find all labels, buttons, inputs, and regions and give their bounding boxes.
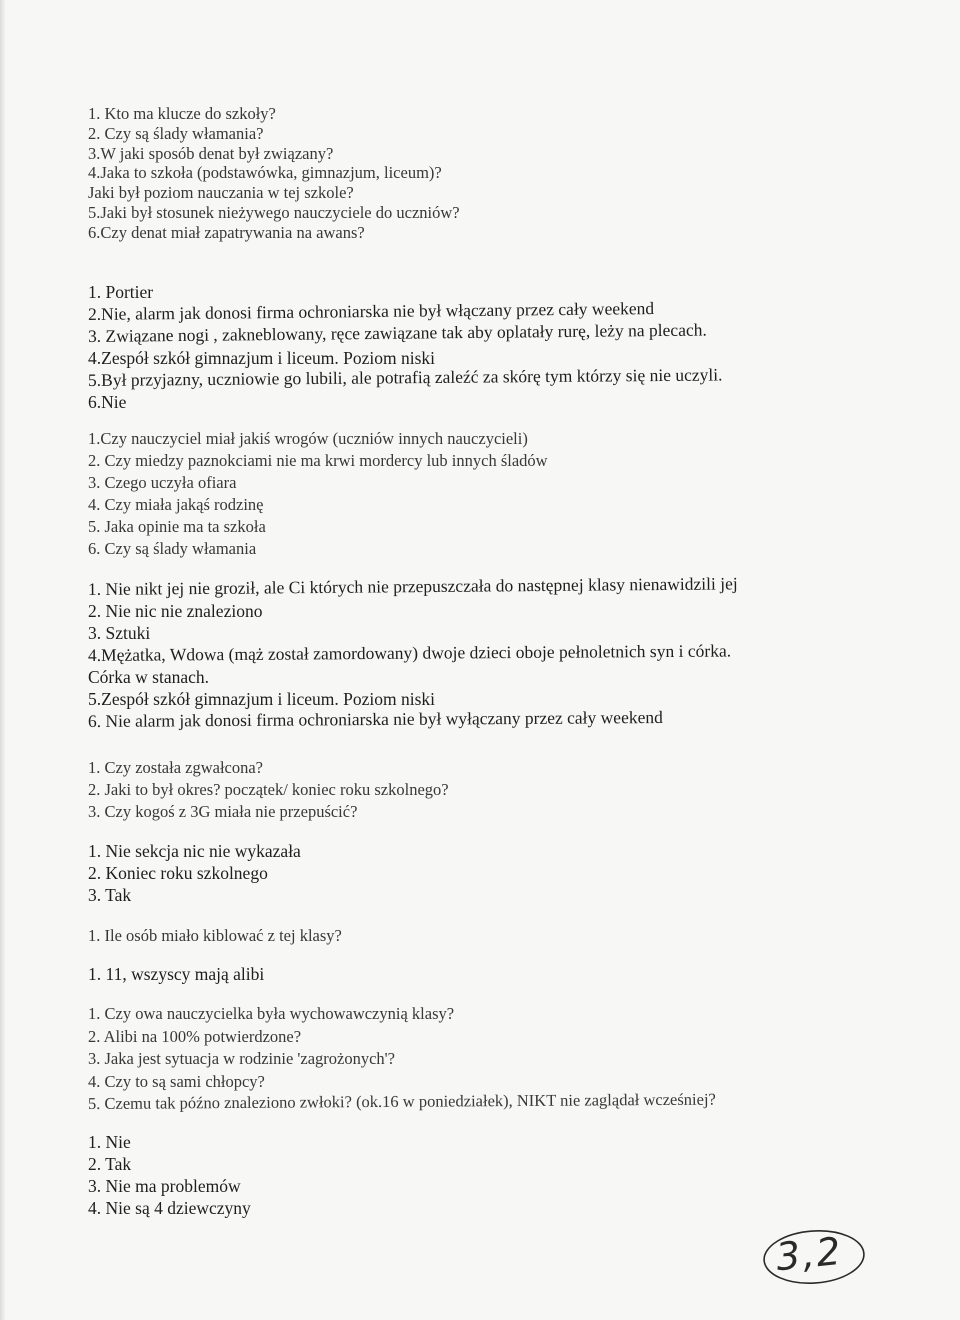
answer-line: 6. Nie alarm jak donosi firma ochroniarska nie był wyłączany przez cały weekend (87, 706, 663, 731)
question-line: 3. Czego uczyła ofiara (88, 473, 237, 492)
answer-line: 1. Nie (88, 1132, 131, 1152)
question-line: 1. Kto ma klucze do szkoły? (88, 104, 276, 123)
answer-line: 6.Nie (88, 392, 127, 412)
scan-edge-shadow (0, 0, 6, 1320)
answer-line: 1. 11, wszyscy mają alibi (88, 964, 265, 984)
question-line: 4. Czy to są sami chłopcy? (88, 1071, 265, 1091)
answer-line: 3. Tak (88, 885, 132, 905)
question-line: 2. Alibi na 100% potwierdzone? (88, 1026, 302, 1046)
section-4-answers (88, 964, 264, 985)
answer-line: 4.Zespół szkół gimnazjum i liceum. Poziom niski (88, 348, 436, 368)
answer-line: 2. Tak (88, 1154, 132, 1174)
question-line: 4.Jaka to szkoła (podstawówka, gimnazjum, liceum)? (88, 163, 442, 183)
question-line: 1. Czy została zgwałcona? (88, 758, 264, 777)
section-4-questions (88, 926, 342, 946)
question-line: 6. Czy są ślady włamania (88, 539, 257, 558)
answer-line: 4.Mężatka, Wdowa (mąż został zamordowany) dwoje dzieci oboje pełnoletnich syn i córka. (87, 640, 732, 665)
answer-line: 5.Zespół szkół gimnazjum i liceum. Poziom niski (88, 689, 436, 709)
section-5-answers (88, 1131, 251, 1219)
section-1-answers (88, 281, 722, 413)
section-5-questions (88, 1003, 716, 1116)
answer-line: 1. Portier (88, 282, 154, 302)
section-2-answers (87, 573, 738, 732)
answer-line: 2.Nie, alarm jak donosi firma ochroniarska nie był włączany przez cały weekend (87, 298, 655, 324)
answer-line: 3. Nie ma problemów (88, 1176, 241, 1196)
question-line: 3. Jaka jest sytuacja w rodzinie 'zagrożonych'? (88, 1049, 395, 1068)
answer-line: 4. Nie są 4 dziewczyny (88, 1198, 251, 1218)
question-line: 1.Czy nauczyciel miał jakiś wrogów (uczniów innych nauczycieli) (88, 429, 528, 448)
section-1-questions (88, 104, 460, 243)
section-3-questions (88, 757, 449, 823)
answer-line: 5.Był przyjazny, uczniowie go lubili, ale potrafią zaleźć za skórę tym którzy się nie uczyli. (87, 364, 723, 390)
answer-line: Córka w stanach. (88, 667, 210, 687)
question-line: 2. Jaki to był okres? początek/ koniec roku szkolnego? (88, 780, 449, 799)
answer-line: 1. Nie nikt jej nie groził, ale Ci których nie przepuszczała do następnej klasy nienawidzili jej (87, 573, 738, 599)
question-line: 3.W jaki sposób denat był związany? (88, 143, 334, 163)
grade-mark-text: 3,2 (773, 1228, 845, 1280)
question-line: 1. Czy owa nauczycielka była wychowawczynią klasy? (88, 1004, 455, 1023)
question-line: 2. Czy są ślady włamania? (88, 123, 264, 143)
question-line: 6.Czy denat miał zapatrywania na awans? (88, 222, 365, 242)
answer-line: 3. Związane nogi , zakneblowany, ręce zawiązane tak aby oplatały rurę, leży na plecach. (87, 319, 707, 346)
question-line: Jaki był poziom nauczania w tej szkole? (88, 183, 354, 203)
answer-line: 1. Nie sekcja nic nie wykazała (88, 841, 301, 861)
question-line: 3. Czy kogoś z 3G miała nie przepuścić? (88, 802, 358, 821)
answer-line: 3. Sztuki (88, 623, 151, 643)
section-2-questions (88, 428, 548, 560)
question-line: 5. Czemu tak późno znaleziono zwłoki? (ok.16 w poniedziałek), NIKT nie zaglądał wcześniej? (87, 1089, 716, 1113)
question-line: 5. Jaka opinie ma ta szkoła (88, 517, 266, 536)
answer-line: 2. Nie nic nie znaleziono (88, 601, 263, 621)
question-line: 4. Czy miała jakąś rodzinę (88, 495, 264, 514)
question-line: 2. Czy miedzy paznokciami nie ma krwi mordercy lub innych śladów (88, 451, 548, 470)
question-line: 5.Jaki był stosunek nieżywego nauczyciele do uczniów? (88, 202, 460, 222)
section-3-answers (88, 840, 301, 906)
answer-line: 2. Koniec roku szkolnego (88, 863, 268, 883)
question-line: 1. Ile osób miało kiblować z tej klasy? (88, 926, 342, 945)
